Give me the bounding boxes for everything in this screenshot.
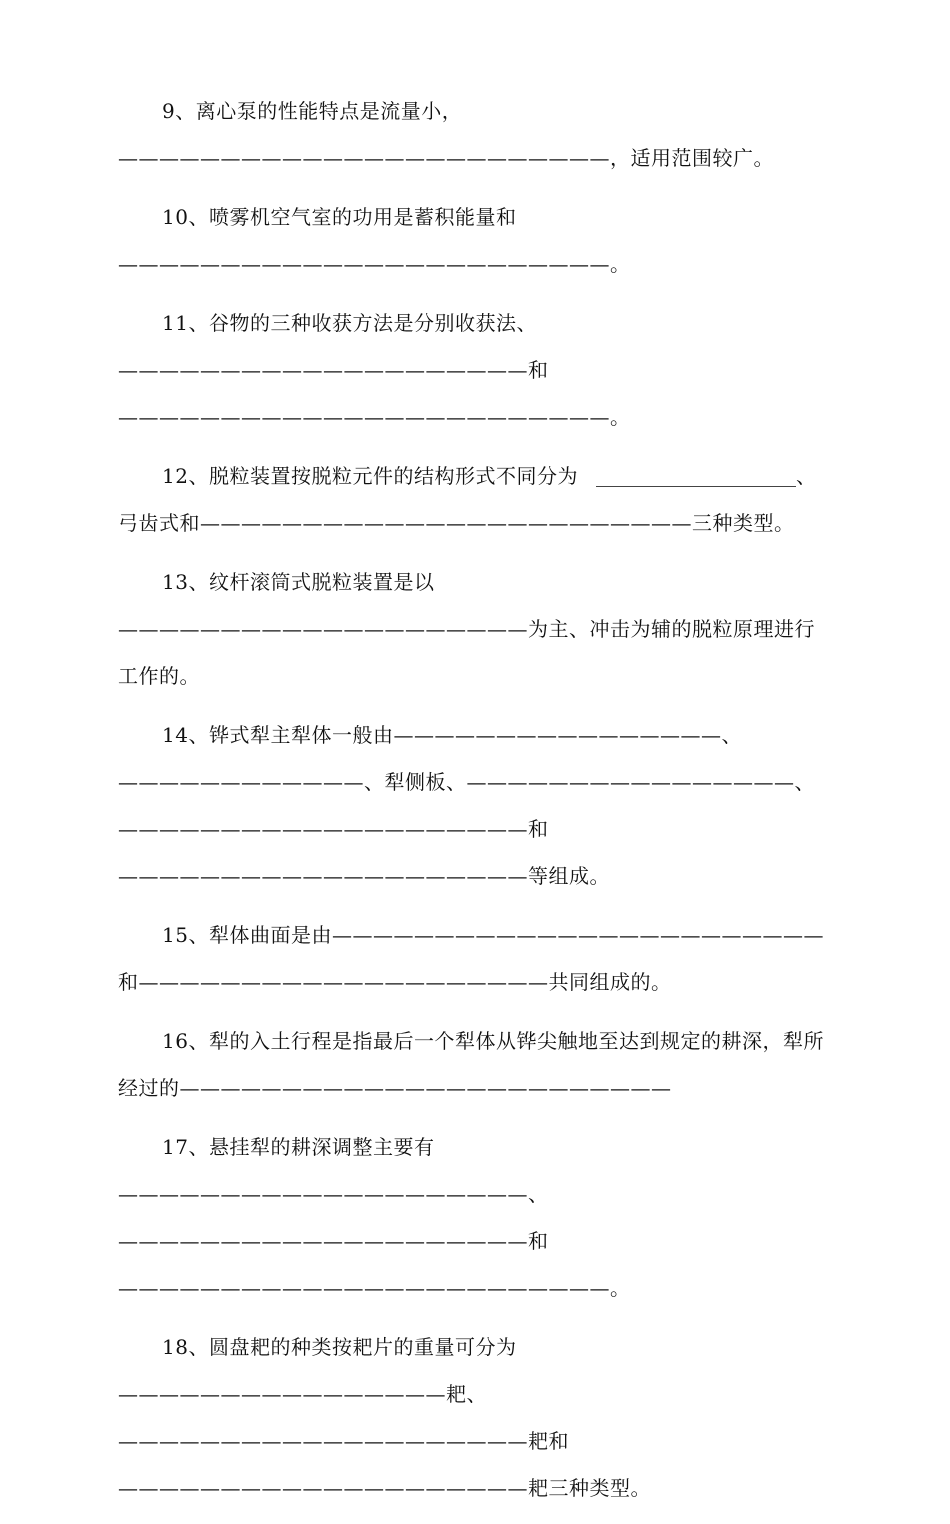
question-12-text-part2: 、弓齿式和————————————————————————三种类型。 <box>118 464 817 535</box>
question-14 <box>118 712 832 900</box>
question-13 <box>118 559 832 700</box>
question-12-text-part1: 12、脱粒装置按脱粒元件的结构形式不同分为 <box>162 464 578 488</box>
question-11 <box>118 300 832 441</box>
question-15-text: 15、犁体曲面是由————————————————————————和————————————————————共同组成的。 <box>118 923 824 994</box>
question-11-text: 11、谷物的三种收获方法是分别收获法、————————————————————和————————————————————————。 <box>118 311 631 429</box>
question-16-text: 16、犁的入土行程是指最后一个犁体从铧尖触地至达到规定的耕深，犁所经过的———————————————————————— <box>118 1029 824 1100</box>
answer-blank-underline <box>596 464 796 487</box>
question-9 <box>118 88 832 182</box>
document-page <box>118 88 832 1524</box>
question-18 <box>118 1324 832 1512</box>
question-9-text: 9、离心泵的性能特点是流量小，————————————————————————，适用范围较广。 <box>118 99 774 170</box>
question-17 <box>118 1124 832 1312</box>
question-10 <box>118 194 832 288</box>
question-17-text: 17、悬挂犁的耕深调整主要有————————————————————、————————————————————和————————————————————————。 <box>118 1135 631 1300</box>
question-18-text: 18、圆盘耙的种类按耙片的重量可分为————————————————耙、————————————————————耙和————————————————————耙三种类型。 <box>118 1335 651 1500</box>
question-12 <box>118 453 832 547</box>
question-14-text: 14、铧式犁主犁体一般由————————————————、————————————、犁侧板、————————————————、————————————————————和————————————————————等组成。 <box>118 723 815 888</box>
question-10-text: 10、喷雾机空气室的功用是蓄积能量和————————————————————————。 <box>118 205 631 276</box>
question-15 <box>118 912 832 1006</box>
question-16 <box>118 1018 832 1112</box>
question-13-text: 13、纹杆滚筒式脱粒装置是以————————————————————为主、冲击为辅的脱粒原理进行工作的。 <box>118 570 815 688</box>
